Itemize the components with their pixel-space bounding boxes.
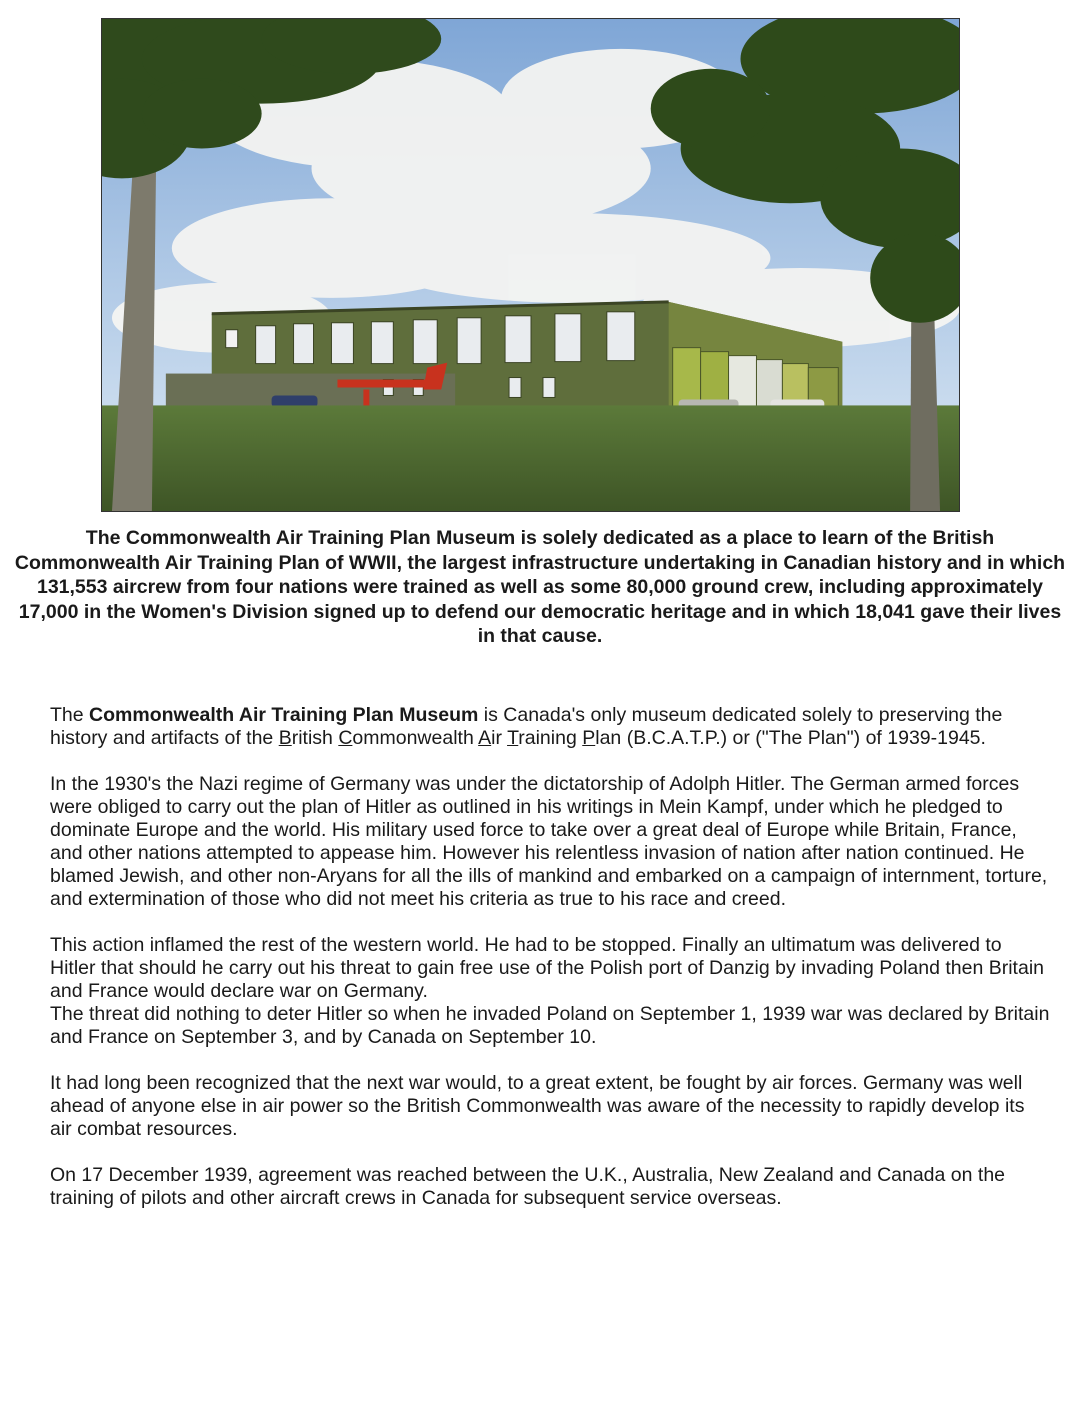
plan-initial: A — [478, 727, 492, 749]
photo-caption: The Commonwealth Air Training Plan Museum is solely dedicated as a place to learn of the British Commonwealth Air Training Plan of WWII, the largest infrastructure undertaking in Canadian history and in which 131,553 aircrew from four nations were trained as well as some 80,000 ground crew, including approximately 17,000 in the Women's Division signed up to defend our democratic heritage and in which 18,041 gave their lives in that cause. — [14, 527, 1066, 647]
hangar-photo-illustration — [102, 19, 959, 511]
declaration-text: The threat did nothing to deter Hitler so when he invaded Poland on September 1, 1939 war was declared by Britain and France on September 3, and by Canada on September 10. — [50, 1003, 1050, 1048]
intro-paragraph — [50, 704, 1050, 750]
plan-word-rest: ommonwealth — [352, 727, 479, 749]
plan-initial: C — [338, 727, 353, 749]
paragraph-nazi-regime: In the 1930's the Nazi regime of Germany was under the dictatorship of Adolph Hitler. The German armed forces were obliged to carry out the plan of Hitler as outlined in his writings in Mein Kampf, under which he pledged to dominate Europe and the world. His military used force to take over a great deal of Europe while Britain, France, and other nations attempted to appease him. However his relentless invasion of nation after nation continued. He blamed Jewish, and other non-Aryans for all the ills of mankind and embarked on a campaign of internment, torture, and extermination of those who did not meet his criteria as true to his race and creed. — [50, 773, 1048, 910]
plan-initial: P — [582, 727, 596, 749]
museum-name: Commonwealth Air Training Plan Museum — [89, 704, 479, 726]
plan-initial: T — [507, 727, 519, 749]
article-body — [50, 704, 1050, 1233]
intro-suffix: (B.C.A.T.P.) or ("The Plan") of 1939-1945. — [621, 727, 986, 749]
plan-initial: B — [278, 727, 292, 749]
intro-prefix: The — [50, 704, 90, 726]
intro-middle: is Canada's only museum dedicated solely to preserving the history and artifacts of the — [50, 704, 1003, 749]
museum-hangar-photo — [101, 18, 960, 512]
plan-word-rest: lan — [595, 727, 622, 749]
paragraph-ultimatum — [50, 934, 1050, 1049]
ultimatum-text: This action inflamed the rest of the western world. He had to be stopped. Finally an ultimatum was delivered to Hitler that should he carry out his threat to gain free use of the Polish port of Danzig by invading Poland then Britain and France would declare war on Germany. — [50, 934, 1044, 1002]
plan-word-rest: raining — [518, 727, 583, 749]
plan-word-rest: ritish — [291, 727, 339, 749]
plan-word-rest: ir — [491, 727, 508, 749]
paragraph-agreement: On 17 December 1939, agreement was reached between the U.K., Australia, New Zealand and Canada on the training of pilots and other aircraft crews in Canada for subsequent service overseas. — [50, 1164, 1006, 1209]
paragraph-air-power: It had long been recognized that the next war would, to a great extent, be fought by air forces. Germany was well ahead of anyone else in air power so the British Commonwealth was aware of the necessity to rapidly develop its air combat resources. — [50, 1072, 1025, 1140]
grass-field — [102, 405, 959, 511]
